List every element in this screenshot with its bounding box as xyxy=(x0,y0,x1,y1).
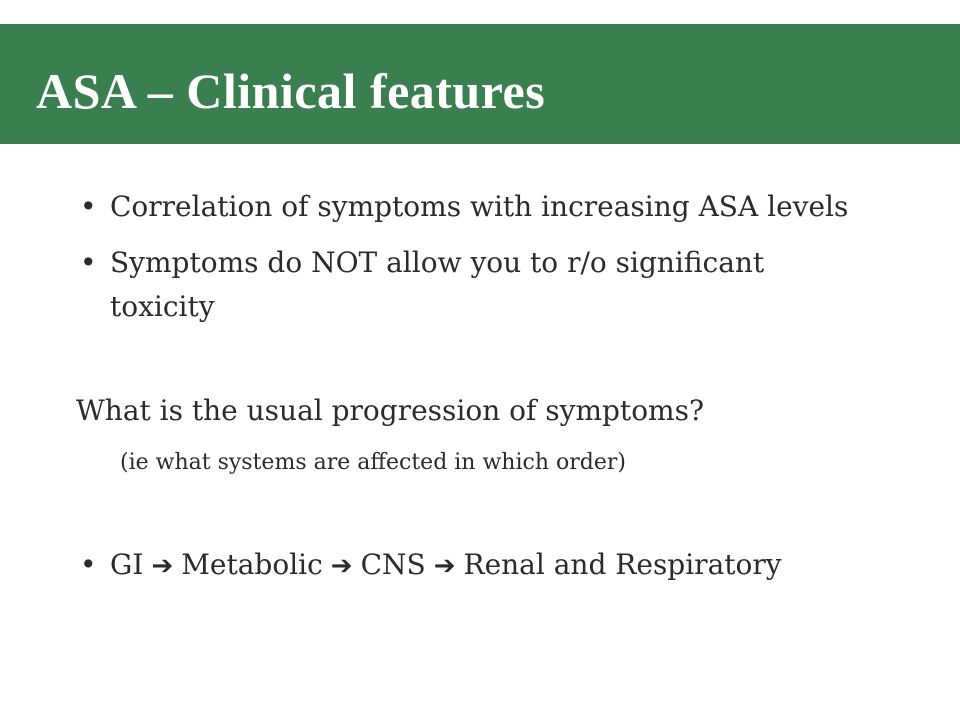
bullet-text-symptoms: Symptoms do NOT allow you to r/o significant xyxy=(110,246,765,279)
subquestion-text: (ie what systems are affected in which order) xyxy=(120,450,626,475)
bullet-dot: • xyxy=(80,548,97,581)
progression-step-gi: GI xyxy=(110,548,144,581)
bullet-dot: • xyxy=(80,246,97,279)
bullet-dot: • xyxy=(80,190,97,223)
arrow-right-icon: ➔ xyxy=(151,551,174,581)
progression-step-metabolic: Metabolic xyxy=(181,548,323,581)
question-text: What is the usual progression of symptoms? xyxy=(76,394,704,427)
bullet-text-correlation: Correlation of symptoms with increasing ASA levels xyxy=(110,190,849,223)
bullet-text-symptoms-continued: toxicity xyxy=(110,290,215,323)
arrow-right-icon: ➔ xyxy=(433,551,456,581)
progression-step-renal-respiratory: Renal and Respiratory xyxy=(463,548,782,581)
bullet-item-symptoms xyxy=(80,244,764,282)
progression-bullet xyxy=(80,546,782,585)
arrow-right-icon: ➔ xyxy=(330,551,353,581)
bullet-item-correlation xyxy=(80,188,848,226)
slide-title: ASA – Clinical features xyxy=(36,63,546,119)
progression-step-cns: CNS xyxy=(360,548,426,581)
